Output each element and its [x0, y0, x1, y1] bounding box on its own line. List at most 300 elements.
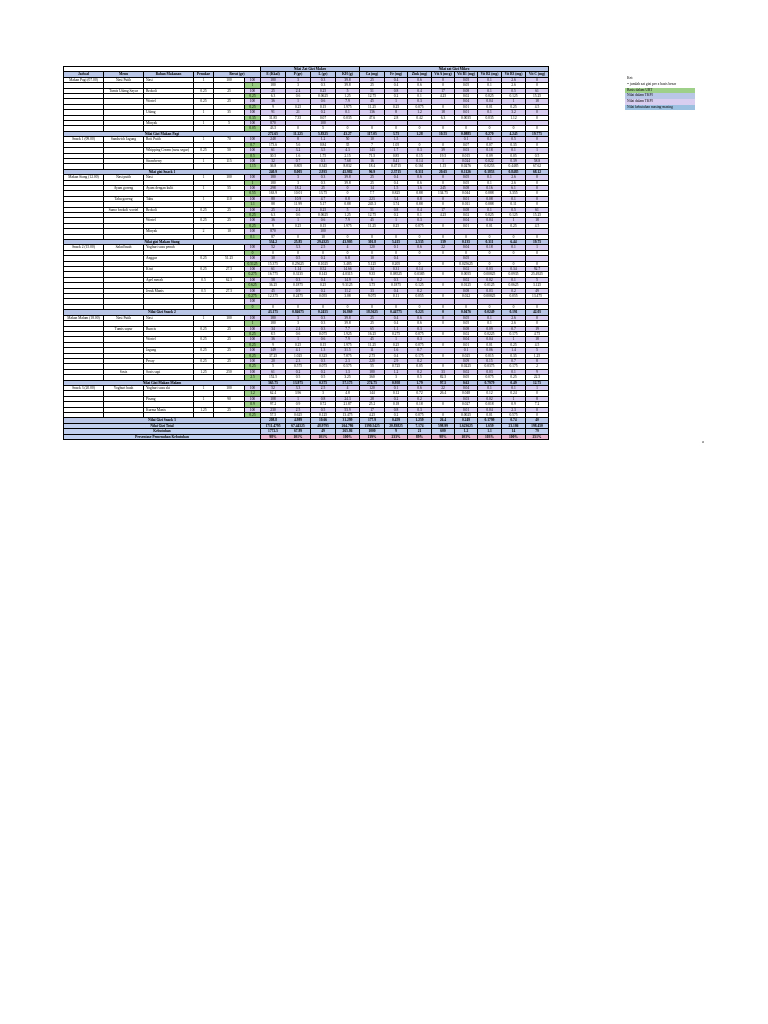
cell-value: 1.75 [311, 153, 336, 158]
cell-bahan: Sosis sapi [144, 369, 194, 374]
cell-value: 0.11 [385, 294, 408, 299]
cell-value: 3 [385, 375, 408, 380]
cell-value: 0 [526, 250, 549, 255]
cell-value: 2.4 [286, 207, 311, 212]
cell-value: 0.05 [455, 315, 478, 320]
cell-value: 0.25 [385, 342, 408, 347]
cell-total: 10.66 [311, 418, 336, 423]
header-col-2: L (gr) [311, 72, 336, 77]
cell-value: 0.3 [311, 321, 336, 326]
cell-value: 0 [286, 126, 311, 131]
cell-penukar: 1 [194, 385, 214, 390]
cell-value: 0.05 [455, 175, 478, 180]
cell-value: 0.4 [385, 315, 408, 320]
cell-final: 139% [360, 434, 385, 439]
cell-value: 10 [311, 234, 336, 239]
cell-value: 0.04 [455, 337, 478, 342]
cell-value: 0.0055 [455, 272, 478, 277]
cell-value: 7.2 [526, 402, 549, 407]
cell-value: 10 [360, 256, 385, 261]
cell-final: 598.99 [432, 423, 455, 428]
row-total-label: Nilai gizi Snack 1 [64, 169, 261, 174]
cell-value: 0 [432, 342, 455, 347]
cell-final: 600 [432, 429, 455, 434]
cell-value: 13.75 [311, 191, 336, 196]
cell-bahan: Ayam dengan kulit [144, 185, 194, 190]
cell-value: 25 [311, 185, 336, 190]
cell-value: 0.0025 [455, 413, 478, 418]
cell-penukar: 0.25 [194, 88, 214, 93]
cell-berat: 51.25 [214, 256, 245, 261]
cell-value: 163.9 [261, 191, 286, 196]
cell-value: 3.2 [502, 110, 526, 115]
cell-berat: 70 [214, 137, 245, 142]
cell-total: 3.75 [385, 131, 408, 136]
cell-value: 0 [432, 402, 455, 407]
cell-value: 2.6 [502, 315, 526, 320]
cell-value: 0.00825 [478, 294, 502, 299]
cell-value: 0.1 [455, 348, 478, 353]
cell-total: 0.8485 [502, 169, 526, 174]
cell-value: 45 [360, 337, 385, 342]
cell-value: 0.5 [502, 207, 526, 212]
cell-value: 0.1 [502, 385, 526, 390]
legend-item: Nilai kebutuhan masing-masing [625, 105, 695, 110]
cell-basis: 100 [245, 348, 261, 353]
cell-final: 21 [408, 429, 432, 434]
cell-berat: 62.5 [214, 277, 245, 282]
cell-value: 65 [360, 326, 385, 331]
cell-value: 0.01 [455, 104, 478, 109]
cell-value: 0.2 [385, 212, 408, 217]
cell-value: 1.2 [385, 369, 408, 374]
cell-value: 0.05 [455, 375, 478, 380]
cell-value: 0 [408, 250, 432, 255]
cell-penukar: 1 [194, 110, 214, 115]
cell-value: 7.7 [336, 326, 360, 331]
cell-value: 0 [336, 185, 360, 190]
cell-value: 0.01 [478, 223, 502, 228]
cell-value: 0.2 [408, 396, 432, 401]
cell-value: 0.125 [408, 283, 432, 288]
cell-total: 40 [526, 418, 549, 423]
cell-value: 0 [526, 110, 549, 115]
cell-value: 8 [526, 396, 549, 401]
cell-berat: 25 [214, 337, 245, 342]
cell-total: 43.905 [336, 240, 360, 245]
cell-value: 25 [261, 207, 286, 212]
cell-value: 39.8 [336, 315, 360, 320]
cell-jadwal: Snack 1 (09.00) [64, 137, 104, 142]
cell-value: 0.161 [408, 164, 432, 169]
header-col-3: KH (g) [336, 72, 360, 77]
row-final-label: Kebutuhan [64, 429, 261, 434]
cell-value: 0.1 [478, 88, 502, 93]
cell-value: 11.25 [360, 223, 385, 228]
cell-basis: 100 [245, 121, 261, 126]
cell-value: 0.275 [385, 331, 408, 336]
cell-value: 1.3 [311, 348, 336, 353]
cell-value: 0 [432, 315, 455, 320]
cell-value: 230 [261, 407, 286, 412]
cell-value: 10 [360, 137, 385, 142]
cell-penukar: 0.25 [194, 326, 214, 331]
cell-value: 0.1 [478, 175, 502, 180]
cell-value: 0.08 [455, 88, 478, 93]
cell-basis: 1.15 [245, 164, 261, 169]
cell-bahan: Buncis [144, 326, 194, 331]
cell-penukar: 1 [194, 77, 214, 82]
cell-value: 0 [502, 234, 526, 239]
cell-basis: 0.5 [245, 153, 261, 158]
cell-value: 0 [432, 353, 455, 358]
cell-value: 0.075 [408, 413, 432, 418]
cell-value: 11.25 [360, 342, 385, 347]
cell-final: 1.623625 [455, 423, 478, 428]
cell-value: 22 [432, 385, 455, 390]
cell-value: 0 [385, 126, 408, 131]
cell-value: 3.4 [385, 196, 408, 201]
cell-value: 0 [432, 83, 455, 88]
header-col-0: E (Kkal) [261, 72, 286, 77]
cell-value: 0.075 [408, 331, 432, 336]
cell-value: 4.75 [526, 331, 549, 336]
cell-value: 0.6 [408, 180, 432, 185]
cell-value: 9 [261, 342, 286, 347]
cell-berat: 10 [214, 229, 245, 234]
cell-value: 0 [502, 126, 526, 131]
header-col-8: Vit B1 (mg) [455, 72, 478, 77]
cell-value: 7.7 [360, 191, 385, 196]
cell-total: 0.135 [455, 240, 478, 245]
cell-final: 98% [432, 434, 455, 439]
cell-value: 0.5 [408, 375, 432, 380]
cell-value: 0.18 [478, 148, 502, 153]
cell-value: 360 [360, 375, 385, 380]
cell-value: 0.6 [408, 385, 432, 390]
cell-value: 1 [502, 99, 526, 104]
cell-total: 0.0249 [478, 310, 502, 315]
cell-basis: 0.55 [245, 191, 261, 196]
cell-value: 0 [408, 261, 432, 266]
cell-value: 0.025 [478, 94, 502, 99]
cell-basis: 100 [245, 407, 261, 412]
cell-value: 0.02 [455, 212, 478, 217]
cell-jadwal: Makan Pagi (07.00) [64, 77, 104, 82]
cell-penukar: 0.25 [194, 348, 214, 353]
cell-value: 0 [432, 180, 455, 185]
legend [625, 76, 695, 111]
cell-bahan: Kiwi [144, 267, 194, 272]
cell-total: 43.27 [336, 131, 360, 136]
cell-value: 0.0625 [502, 283, 526, 288]
cell-value: 0.2 [502, 288, 526, 293]
cell-value: 22 [432, 245, 455, 250]
cell-final: 251% [526, 434, 549, 439]
cell-value: 1 [286, 396, 311, 401]
cell-final: 100% [502, 434, 526, 439]
cell-value: 0.1 [478, 385, 502, 390]
row-total-label: Nilai gizi Makan Siang [64, 240, 261, 245]
cell-value: 0.25 [311, 88, 336, 93]
cell-total: 8.005 [286, 169, 311, 174]
cell-final: 9 [385, 429, 408, 434]
cell-value: 15.375 [261, 261, 286, 266]
cell-value: 0.88 [408, 202, 432, 207]
cell-final: 14 [502, 429, 526, 434]
cell-value: 0.16 [478, 185, 502, 190]
cell-penukar: 0.5 [194, 277, 214, 282]
cell-penukar: 1.25 [194, 407, 214, 412]
cell-final: 79 [526, 429, 549, 434]
cell-value: 20 [261, 358, 286, 363]
cell-value: 0.6 [408, 175, 432, 180]
row-total-label: Nilai Gizi Makan Pagi [64, 131, 261, 136]
cell-value: 0.02 [478, 396, 502, 401]
cell-value: 2.3 [502, 407, 526, 412]
cell-value: 0.0625 [311, 94, 336, 99]
cell-value: 0 [432, 234, 455, 239]
cell-value: 0 [432, 413, 455, 418]
cell-value: 3.5 [311, 148, 336, 153]
cell-berat: 35 [214, 110, 245, 115]
cell-value: 92.7 [526, 267, 549, 272]
cell-value: 1.6 [385, 348, 408, 353]
header-col-10: Vit B3 (mg) [502, 72, 526, 77]
cell-value: 0 [455, 234, 478, 239]
cell-basis: 0 [245, 304, 261, 309]
cell-total: 0.0885 [455, 131, 478, 136]
cell-value: 136 [360, 110, 385, 115]
cell-value: 50 [336, 137, 360, 142]
cell-value: 0.011 [455, 202, 478, 207]
cell-value: 2.5 [286, 407, 311, 412]
cell-value: 0 [432, 175, 455, 180]
cell-value: 0.4 [385, 321, 408, 326]
cell-value: 0.0385 [408, 272, 432, 277]
cell-bahan: Udang [144, 110, 194, 115]
cell-value: 5.125 [360, 261, 385, 266]
cell-value: 14 [360, 185, 385, 190]
cell-value: 245 [432, 185, 455, 190]
cell-value: 1 [385, 337, 408, 342]
cell-value: 0.25625 [286, 261, 311, 266]
cell-penukar: 1 [194, 196, 214, 201]
cell-value: 0.3 [311, 180, 336, 185]
cell-value: 0 [261, 304, 286, 309]
cell-total: 177.9 [360, 418, 385, 423]
cell-value: 0 [360, 234, 385, 239]
cell-value: 0.05 [502, 153, 526, 158]
cell-basis: 1.2 [245, 391, 261, 396]
cell-final: 48.9795 [311, 423, 336, 428]
cell-value: 220 [360, 358, 385, 363]
cell-value: 0.5 [286, 375, 311, 380]
cell-berat: 250 [214, 369, 245, 374]
cell-value: 0.08 [455, 207, 478, 212]
cell-value: 120 [360, 245, 385, 250]
cell-value: 0.02 [455, 267, 478, 272]
cell-basis: 100 [245, 267, 261, 272]
cell-bahan: Wortel [144, 337, 194, 342]
cell-value: 0 [360, 126, 385, 131]
cell-menu: Sandwich Jagung [104, 137, 144, 142]
cell-value: 18 [432, 110, 455, 115]
cell-value: 3.485 [336, 261, 360, 266]
cell-value: 0.025625 [455, 261, 478, 266]
cell-value: 0.04 [455, 218, 478, 223]
cell-menu: Yoghurt buah [104, 385, 144, 390]
cell-value: 180 [261, 77, 286, 82]
cell-value: 0.05 [455, 83, 478, 88]
cell-value: 62.4 [261, 391, 286, 396]
cell-value: 31.5 [336, 348, 360, 353]
table-body [64, 77, 549, 439]
cell-value: 0.5 [286, 256, 311, 261]
header-col-5: Fe (mg) [385, 72, 408, 77]
cell-penukar: 0.25 [194, 207, 214, 212]
cell-total: 0.62 [455, 380, 478, 385]
cell-value: 2.5 [311, 385, 336, 390]
cell-final: 23.186 [502, 423, 526, 428]
cell-value: 1.25 [336, 94, 360, 99]
cell-berat: 115 [214, 158, 245, 163]
cell-basis: 100 [245, 229, 261, 234]
cell-value: 1.3 [336, 369, 360, 374]
cell-value: 0.575 [336, 364, 360, 369]
cell-total: 0.249 [455, 418, 478, 423]
cell-value: 0 [286, 234, 311, 239]
cell-value: 0.3 [408, 99, 432, 104]
cell-berat: 25 [214, 88, 245, 93]
cell-total: 4.245 [502, 131, 526, 136]
cell-value: 0.25 [286, 104, 311, 109]
cell-value: 3.125 [526, 283, 549, 288]
cell-value: 0.6 [408, 77, 432, 82]
cell-basis: 0.7 [245, 142, 261, 147]
cell-value: 14.9 [336, 277, 360, 282]
cell-value: 3.25 [336, 375, 360, 380]
cell-value: 2.8 [385, 115, 408, 120]
cell-berat: 90 [214, 396, 245, 401]
cell-value: 22.5 [526, 375, 549, 380]
cell-value: 248 [261, 137, 286, 142]
cell-value: 0.05 [408, 364, 432, 369]
cell-value: 0.8 [311, 396, 336, 401]
cell-value: 82.5 [432, 375, 455, 380]
cell-value: 19 [526, 326, 549, 331]
cell-value: 0 [478, 234, 502, 239]
cell-berat: 25 [214, 218, 245, 223]
cell-value: 4.5 [526, 342, 549, 347]
cell-value: 0.01 [478, 413, 502, 418]
cell-value: 33 [360, 288, 385, 293]
cell-menu: Tumis sayur [104, 326, 144, 331]
cell-penukar: 1 [194, 396, 214, 401]
cell-value: 1 [286, 99, 311, 104]
cell-value: 0.205 [385, 261, 408, 266]
cell-value: 43.5 [261, 126, 286, 131]
cell-value: 0.25 [385, 223, 408, 228]
cell-value: 0.3 [311, 358, 336, 363]
cell-value: 0.575 [286, 364, 311, 369]
legend-item: Ket: [625, 76, 695, 81]
cell-value: 0 [286, 304, 311, 309]
cell-penukar: 1 [194, 158, 214, 163]
cell-value: 0.4 [385, 77, 408, 82]
cell-value: 0.175 [502, 331, 526, 336]
cell-value: 0.3 [408, 407, 432, 412]
cell-value: 5 [336, 207, 360, 212]
cell-total: 10.55 [432, 131, 455, 136]
cell-value: 0.03 [478, 267, 502, 272]
cell-bahan: Yoghurt susu penuh [144, 245, 194, 250]
cell-total: 29.4325 [311, 240, 336, 245]
cell-value: 0 [360, 304, 385, 309]
cell-bahan: Yoghurt susu skt [144, 385, 194, 390]
cell-value: 1.2 [408, 110, 432, 115]
cell-jadwal: Snack 2 (15.00) [64, 245, 104, 250]
cell-value: 31.85 [261, 115, 286, 120]
cell-value: 0 [432, 321, 455, 326]
cell-value: 0 [455, 304, 478, 309]
cell-value: 52 [261, 245, 286, 250]
cell-value: 180 [261, 83, 286, 88]
cell-value: 0.022 [478, 158, 502, 163]
cell-value: 0.7 [502, 358, 526, 363]
cell-value: 4.3 [336, 148, 360, 153]
cell-value: 180 [261, 315, 286, 320]
cell-value: 0.5 [502, 137, 526, 142]
cell-total: 42.05 [526, 310, 549, 315]
cell-value: 2.6 [502, 175, 526, 180]
cell-value: 0.0125 [455, 283, 478, 288]
cell-basis: 0.25 [245, 342, 261, 347]
cell-final: 264.786 [336, 423, 360, 428]
cell-value: 2.6 [502, 321, 526, 326]
cell-menu: Nasi Putih [104, 315, 144, 320]
cell-value: 1 [286, 218, 311, 223]
cell-total: 45.982 [336, 169, 360, 174]
cell-value: 10.9 [286, 196, 311, 201]
cell-value: 61 [261, 148, 286, 153]
cell-total: 18.5625 [360, 310, 385, 315]
cell-value: 0.2 [408, 288, 432, 293]
cell-value: 37.25 [261, 353, 286, 358]
cell-value: 1.4 [502, 348, 526, 353]
cell-value: 7.875 [336, 353, 360, 358]
cell-value: 0.6 [311, 99, 336, 104]
cell-value: 0.05 [455, 77, 478, 82]
cell-value: 39 [432, 148, 455, 153]
cell-value: 3 [311, 391, 336, 396]
cell-berat: 27.5 [214, 288, 245, 293]
cell-value: 0.2 [311, 256, 336, 261]
cell-bahan: Kurma Manis [144, 407, 194, 412]
cell-value: 0.0276 [455, 164, 478, 169]
cell-total: 0.191 [502, 310, 526, 315]
cell-penukar: 1 [194, 315, 214, 320]
cell-value: 45 [360, 99, 385, 104]
cell-value: 0 [336, 126, 360, 131]
cell-berat: 25 [214, 326, 245, 331]
cell-value: 152.5 [261, 375, 286, 380]
cell-value: 180 [261, 321, 286, 326]
cell-bahan: Apel merah [144, 277, 194, 282]
cell-value: 0.15 [311, 104, 336, 109]
cell-final: 103% [455, 434, 478, 439]
cell-value: 1.12 [502, 115, 526, 120]
